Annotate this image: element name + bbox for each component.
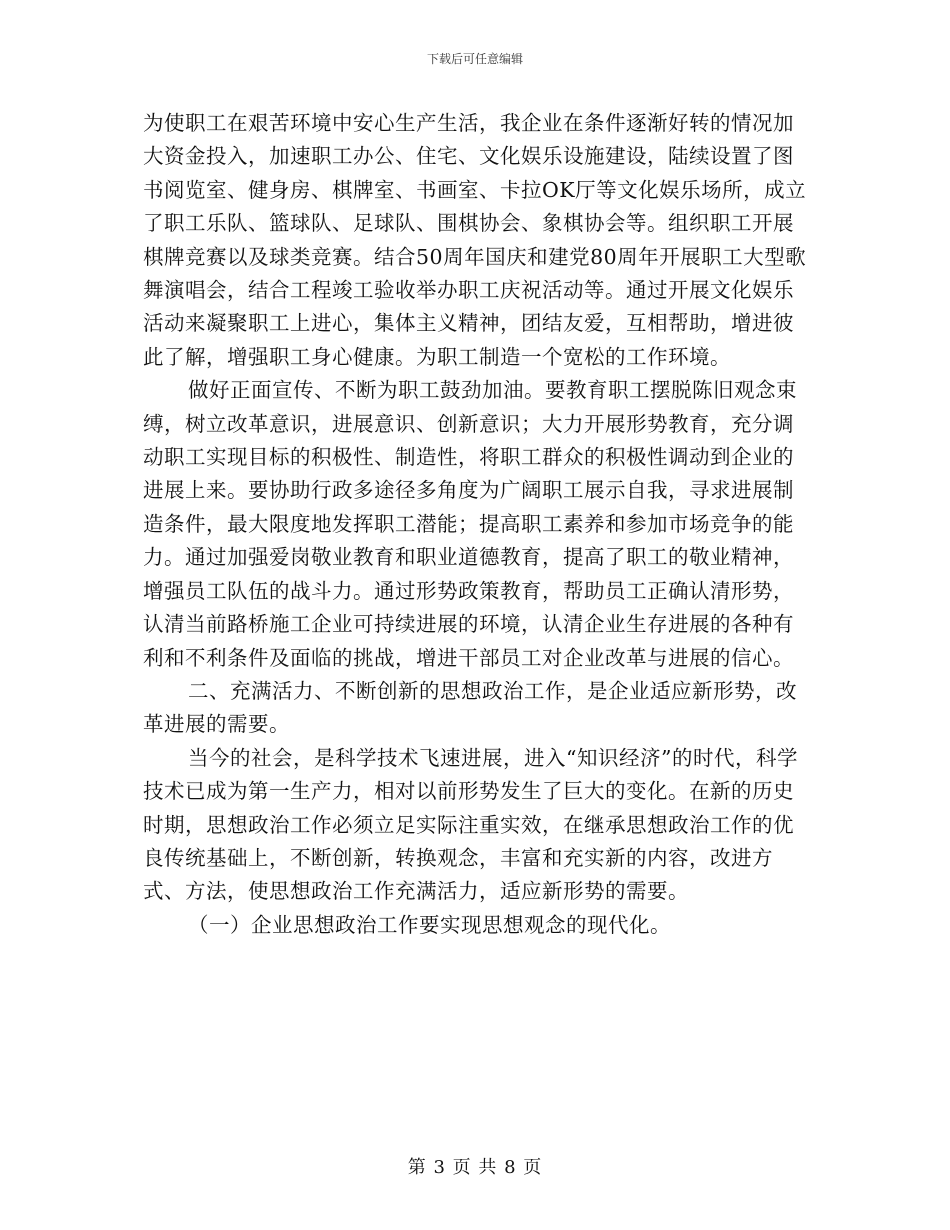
paragraph-positive-publicity: 做好正面宣传、不断为职工鼓劲加油。要教育职工摆脱陈旧观念束缚，树立改革意识，进展意识、创新意识；大力开展形势教育，充分调动职工实现目标的积极性、制造性，将职工群众的积极性调动到企业的进展上来。要协助行政多途径多角度为广阔职工展示自我，寻求进展制造条件，最大限度地发挥职工潜能；提高职工素养和参加市场竞争的能力。通过加强爱岗敬业教育和职业道德教育，提高了职工的敬业精神，增强员工队伍的战斗力。通过形势政策教育，帮助员工正确认清形势，认清当前路桥施工企业可持续进展的环境，认清企业生存进展的各种有利和不利条件及面临的挑战，增进干部员工对企业改革与进展的信心。 (143, 378, 797, 670)
page-header: 下载后可任意编辑 (426, 52, 523, 66)
subsection-heading-one: （一）企业思想政治工作要实现思想观念的现代化。 (188, 912, 671, 937)
paragraph-knowledge-economy: 当今的社会，是科学技术飞速进展，进入“知识经济”的时代，科学技术已成为第一生产力，相对以前形势发生了巨大的变化。在新的历史时期，思想政治工作必须立足实际注重实效，在继承思想政治工作的优良传统基础上，不断创新，转换观念，丰富和充实新的内容，改进方式、方法，使思想政治工作充满活力，适应新形势的需要。 (143, 745, 798, 904)
document-body (143, 107, 808, 942)
paragraph-staff-recreation: 为使职工在艰苦环境中安心生产生活，我企业在条件逐渐好转的情况加大资金投入，加速职工办公、住宅、文化娱乐设施建设，陆续设置了图书阅览室、健身房、棋牌室、书画室、卡拉OK厅等文化娱乐场所，成立了职工乐队、篮球队、足球队、围棋协会、象棋协会等。组织职工开展棋牌竞赛以及球类竞赛。结合50周年国庆和建党80周年开展职工大型歌舞演唱会，结合工程竣工验收举办职工庆祝活动等。通过开展文化娱乐活动来凝聚职工上进心，集体主义精神，团结友爱，互相帮助，增进彼此了解，增强职工身心健康。为职工制造一个宽松的工作环境。 (143, 111, 807, 369)
page-number-footer: 第 3 页 共 8 页 (407, 1157, 543, 1178)
section-heading-two: 二、充满活力、不断创新的思想政治工作，是企业适应新形势，改革进展的需要。 (143, 678, 797, 737)
